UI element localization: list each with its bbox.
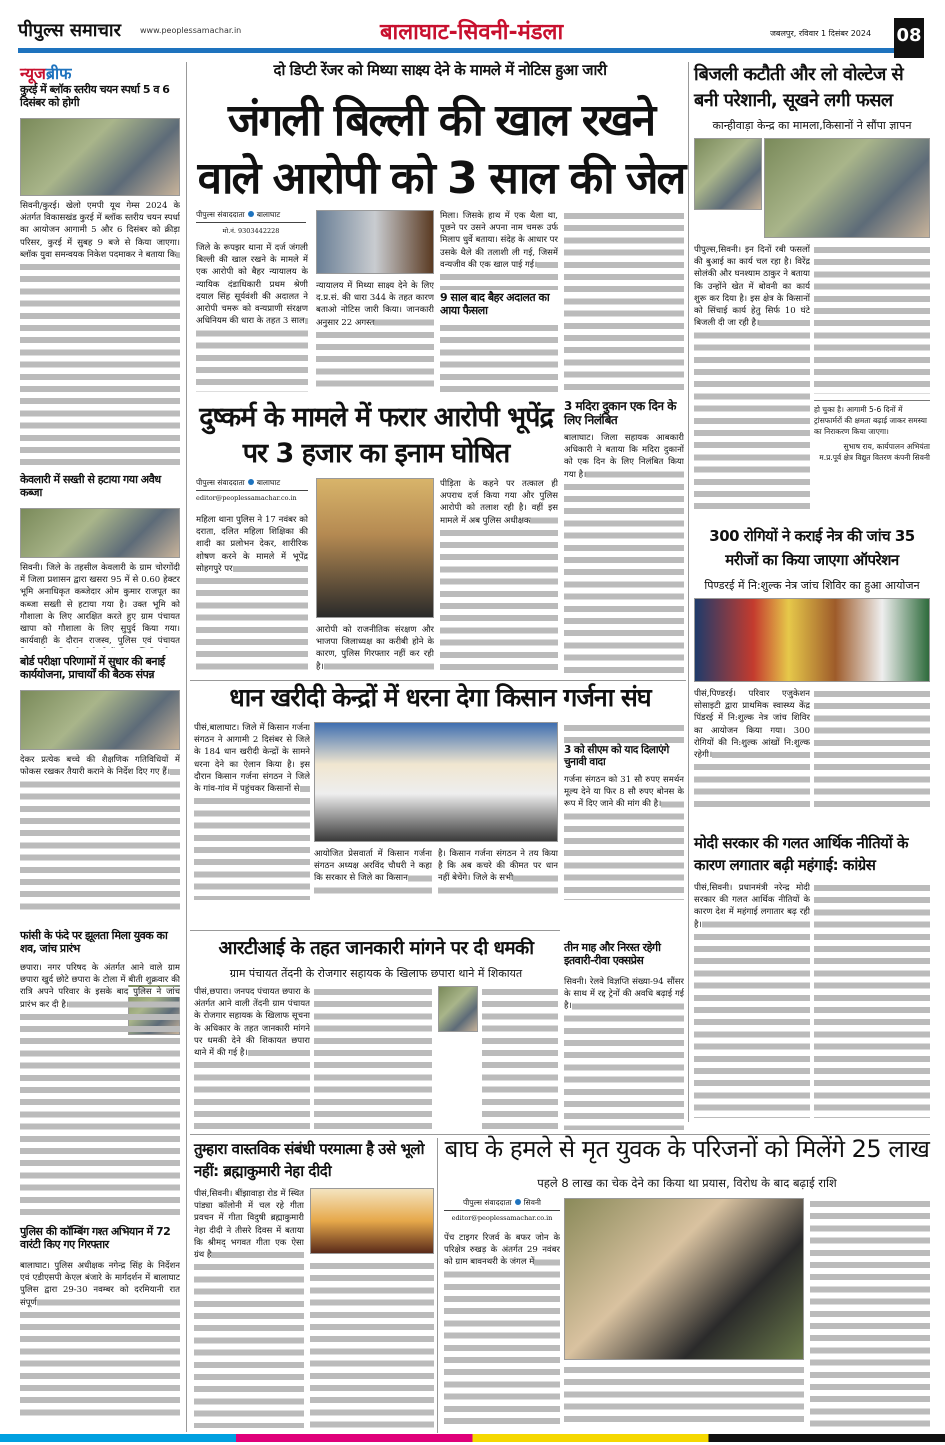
rti-text [482, 986, 558, 1130]
paddy-headline: धान खरीदी केन्द्रों में धरना देगा किसान गर्जना संघ [229, 683, 651, 712]
sports-photo [20, 118, 180, 196]
power-subhead: कान्हीवाड़ा केन्द्र का मामला,किसानों ने सौंपा ज्ञापन [712, 119, 912, 132]
lead-text: मिला। जिसके हाथ में एक थैला था, पूछने पर उसने अपना नाम चमरू उर्फ मिलाप धुर्वे बताया। संदेह के आधार पर उसके थैले की तलाशी ली गई, जिसमें वन्यजीव की एक खाल पाई गई। [440, 210, 558, 290]
eye-text [814, 688, 930, 813]
eye-subhead: पिण्डरई में नि:शुल्क नेत्र जांच शिविर का हुआ आयोजन [704, 579, 920, 592]
paddy-text: है। किसान गर्जना संगठन ने तय किया है कि अब कचरे की कीमत पर धान नहीं बेचेंगे। जिले के सभी [438, 848, 558, 900]
eye-text: पीसं,पिण्डरई। परिवार एजुकेशन सोसाइटी द्वारा प्राथमिक स्वास्थ्य केंद्र पिंडरई में नि:शुल्क नेत्र जांच शिविर का आयोजन किया गया। 300 रोगियों की नि:शुल्क आंखों नि:शुल्क रहेगी। [694, 688, 810, 813]
train-text: सिवनी। रेलवे विज्ञप्ति संख्या-94 सौंसर के साथ में रद्द ट्रेनों की अवधि बढ़ाई गई है। [564, 976, 684, 1130]
accused-photo [316, 478, 434, 618]
brief-text: छपारा। नगर परिषद के अंतर्गत आने वाले ग्राम छपारा खुर्द छोटे छपारा के टोला में बीती शुक्रवार की रात्रि अपने परिवार के इसके बाद पुलिस ने जांच प्रारंभ कर दी है। [20, 962, 180, 1220]
meeting-photo [20, 690, 180, 750]
liquor-headline: 3 मदिरा दुकान एक दिन के लिए निलंबित [564, 399, 676, 427]
lead-byline [196, 210, 306, 235]
eye-headline: 300 रोगियों ने कराई नेत्र की जांच 35 मरीजों का किया जाएगा ऑपरेशन [709, 527, 915, 569]
brief-title: कुरई में ब्लॉक स्तरीय चयन स्पर्धा 5 व 6 दिसंबर को होगी [20, 83, 170, 109]
court-photo [316, 210, 434, 274]
tiger-text: पेंच टाइगर रिजर्व के बफर जोन के परिक्षेत्र रुखड़ के अंतर्गत 29 नवंबर को ग्राम बावनथरी के जंगल में [444, 1232, 560, 1428]
brief-title: फांसी के फंदे पर झूलता मिला युवक का शव, जांच प्रारंभ [20, 929, 168, 955]
lead-headline: जंगली बिल्ली की खाल रखने वाले आरोपी को 3 साल की जेल [197, 95, 685, 204]
tiger-subhead: पहले 8 लाख का चेक देने का किया था प्रयास, विरोध के बाद बढ़ाई राशि [537, 1176, 837, 1190]
power-headline: बिजली कटौती और लो वोल्टेज से बनी परेशानी, सूखने लगी फसल [694, 64, 904, 111]
rti-text: पीसं,छपारा। जनपद पंचायत छपारा के अंतर्गत आने वाली तेंदनी ग्राम पंचायत के रोजगार सहायक के खिलाफ सूचना के अधिकार के तहत जानकारी मांगने पर धमकी देने की शिकायत छपारा थाने में की गई है। [194, 986, 310, 1130]
rti-text [314, 986, 432, 1130]
eye-camp-photo [694, 598, 930, 682]
quote-author: सुभाष राय, कार्यपालन अभियंता [843, 442, 930, 451]
divider [190, 930, 560, 931]
power-text: पीपुल्स,सिवनी। इन दिनों रबी फसलों की बुआई का कार्य चल रहा है। विरेंद्र सोलंकी और घनश्याम ठाकुर ने बताया कि उन्होंने खेत में बोवनी का कार्य शुरू कर दिया है। इस क्षेत्र के किसानों को सिंचाई कार्य हेतु सिर्फ 10 घंटे बिजली दी जा रही है। [694, 244, 810, 514]
train-headline: तीन माह और निरस्त रहेगी इतवारी-रीवा एक्सप्रेस [564, 941, 661, 967]
paddy-text [564, 722, 684, 744]
tiger-headline: बाघ के हमले से मृत युवक के परिजनों को मिलेंगे 25 लाख [444, 1135, 930, 1163]
column-divider [186, 62, 187, 1432]
rti-headline: आरटीआई के तहत जानकारी मांगने पर दी धमकी [218, 938, 534, 959]
lead-text: न्यायालय में मिथ्या साक्ष्य देने के लिए द.प्र.सं. की धारा 344 के तहत कारण बताओ नोटिस जारी किया। जानकारी अनुसार 22 अगस्त [316, 280, 434, 392]
rti-subhead: ग्राम पंचायत तेंदनी के रोजगार सहायक के खिलाफ छपारा थाने में शिकायत [229, 967, 523, 980]
news-brief-label [20, 62, 72, 84]
column-divider [437, 1138, 438, 1433]
brief-title: पुलिस की कॉम्बिंग गश्त अभियान में 72 वारंटी किए गए गिरफ्तार [20, 1225, 171, 1251]
brief-label-b: ब्रीफ [45, 64, 72, 83]
masthead: पीपुल्स समाचार [18, 20, 121, 41]
brief-text: बालाघाट। पुलिस अधीक्षक नगेन्द्र सिंह के निर्देशन एवं एडीएसपी केएल बंजारे के मार्गदर्शन में बालाघाट पुलिस द्वारा 29-30 नवम्बर को दरमियानी रात संपूर्ण [20, 1260, 180, 1420]
second-text: पीड़िता के कहने पर तत्काल ही अपराध दर्ज किया गया और पुलिस आरोपी को तलाश रही है। वहीं इस मामले में अब पुलिस अधीक्षक [440, 478, 558, 674]
paddy-subhead: 3 को सीएम को याद दिलाएंगे चुनावी वादा [564, 744, 669, 769]
byline-place: बालाघाट [256, 478, 281, 487]
byline-name: पीपुल्स संवाददाता [196, 478, 245, 487]
bk-headline: तुम्हारा वास्तविक संबंधी परमात्मा है उसे भूलो नहीं: ब्रह्माकुमारी नेहा दीदी [194, 1140, 424, 1180]
tiger-byline [444, 1198, 560, 1222]
lead-subhead: 9 साल बाद बैहर अदालत का आया फैसला [440, 291, 550, 317]
official-quote [814, 400, 930, 514]
quote-org: म.प्र.पूर्व क्षेत्र विद्युत वितरण कंपनी सिवनी [819, 453, 930, 462]
tiger-text [810, 1198, 930, 1428]
brief-title: बोर्ड परीक्षा परिणामों में सुधार की बनाई कार्ययोजना, प्राचार्यों की बैठक संपन्न [20, 655, 165, 681]
brahmakumari-photo [310, 1188, 434, 1254]
dateline: जबलपुर, रविवार 1 दिसंबर 2024 [770, 29, 872, 38]
press-conference-photo [314, 722, 558, 842]
header-rule [18, 48, 894, 53]
liquor-text: बालाघाट। जिला सहायक आबकारी अधिकारी ने बताया कि मदिरा दुकानों को एक दिन के लिए निलंबित किया गया है। [564, 432, 684, 674]
paddy-text: आयोजित प्रेसवार्ता में किसान गर्जना संगठन अध्यक्ष अरविंद चौधरी ने कहा कि सरकार से जिले का किसान [314, 848, 432, 900]
lead-text: जिले के रूपझर थाना में दर्ज जंगली बिल्ली की खाल रखने के मामले में एक आरोपी को बैहर न्यायालय के न्यायिक दंडाधिकारी प्रथम श्रेणी दयाल सिंह सूर्यवंशी की अदालत ने आरोपी चमरू को वन्यप्राणी संरक्षण अधिनियम की धारा के तहत 3 साल [196, 242, 308, 392]
lead-text [440, 322, 558, 392]
email: editor@peoplessamachar.co.in [451, 1214, 553, 1222]
brief-text: देकर प्रत्येक बच्चे की शैक्षणिक गतिविधियों में फोकस रखकर तैयारी कराने के निर्देश दिए गए हैं। [20, 754, 180, 914]
complainant-photo [438, 986, 478, 1032]
email: editor@peoplessamachar.co.in [196, 494, 297, 502]
second-headline: दुष्कर्म के मामले में फरार आरोपी भूपेंद्र पर 3 हजार का इनाम घोषित [199, 402, 553, 469]
lead-text-continued [564, 210, 684, 392]
brief-text: सिवनी। जिले के तहसील केवलारी के ग्राम चोरगोंदी में जिला प्रशासन द्वारा खसरा 95 में से 0.60 हेक्टर भूमि अनाधिकृत कब्जेदार ओम कुमार राजपूत का कब्जा सख्ती से हटाया गया है। उक्त भूमि को गौशाला के लिए आरक्षित करते हुए ग्राम पंचायत खापा को गौशाला के लिए सुपुर्द किया गया। कार्यवाही के दौरान राजस्व, पुलिस एवं पंचायत [20, 562, 180, 648]
byline-place: बालाघाट [256, 210, 281, 219]
brief-label-a: न्यूज [20, 64, 46, 83]
farmers-photo [694, 138, 762, 210]
power-text [814, 244, 930, 394]
memorandum-photo [764, 138, 930, 238]
print-color-bar [0, 1434, 945, 1442]
paddy-text: पीसं,बालाघाट। जिले में किसान गर्जना संगठन ने आगामी 2 दिसंबर से जिले के 184 धान खरीदी केन्द्रों के सामने धरना देने का ऐलान किया है। इस दौरान किसान गर्जना संगठन ने जिले के गांव-गांव में पहुंचकर किसानों से [194, 722, 310, 900]
brief-title: केवलारी में सख्ती से हटाया गया अवैध कब्जा [20, 473, 161, 499]
bk-text [310, 1260, 434, 1428]
modi-text: पीसं,सिवनी। प्रधानमंत्री नरेन्द्र मोदी सरकार की गलत आर्थिक नीतियों के कारण देश में महंगाई लगातार बढ़ रही है। [694, 882, 810, 1118]
lead-kicker: दो डिप्टी रेंजर को मिथ्या साक्ष्य देने के मामले में नोटिस हुआ जारी [273, 61, 607, 79]
byline-name: पीपुल्स संवाददाता [463, 1198, 512, 1207]
tiger-text [564, 1364, 804, 1428]
bk-text: पीसं,सिवनी। बींझावाड़ा रोड में स्थित पांड्या कॉलोनी में चल रहे गीता प्रवचन में गीता विदुषी ब्रह्माकुमारी नेहा दीदी ने तीसरे दिवस में बताया कि श्रीमद् भगवत गीता एक ऐसा ग्रंथ है [194, 1188, 304, 1428]
website: www.peoplessamachar.in [140, 26, 242, 35]
encroachment-photo [20, 508, 180, 558]
column-divider [688, 62, 689, 1122]
paddy-text: गर्जना संगठन को 31 सौ रुपए समर्थन मूल्य देने या फिर 8 सौ रुपए बोनस के रूप में दिए जाने की मांग की है। [564, 774, 684, 900]
second-text: महिला थाना पुलिस ने 17 नवंबर को दराता, दलित महिला शिक्षिका की शादी का प्रलोभन देकर, शारीरिक शोषण करने के मामले में भूपेंद्र सोहगपुरे पर [196, 514, 308, 674]
byline-name: पीपुल्स संवाददाता [196, 210, 245, 219]
modi-text [814, 882, 930, 1118]
cheque-handover-photo [564, 1198, 804, 1360]
photo-caption: आरोपी को राजनीतिक संरक्षण और भाजपा जिलाध्यक्ष का करीबी होने के कारण, पुलिस गिरफ्तार नहीं कर रही है। [316, 624, 434, 674]
second-byline [196, 478, 308, 502]
page-number: 08 [894, 18, 924, 58]
byline-place: सिवनी [523, 1198, 541, 1207]
divider [190, 680, 686, 681]
modi-headline: मोदी सरकार की गलत आर्थिक नीतियों के कारण लगातार बढ़ी महंगाई: कांग्रेस [694, 834, 908, 874]
brief-text: सिवनी/कुरई। खेलो एमपी यूथ गेम्स 2024 के अंतर्गत विकासखंड कुरई में ब्लॉक स्तरीय चयन स्पर्धा का आयोजन आगामी 5 और 6 दिसंबर को क्रीड़ा परिसर, कुरई में सुबह 9 बजे से किया जाएगा। ब्लॉक युवा समन्वयक निकेश पदमाकर ने बताया कि [20, 200, 180, 468]
phone-number: मो.नं. 9303442228 [222, 227, 280, 235]
edition-title: बालाघाट-सिवनी-मंडला [380, 20, 564, 45]
quote-text: हो चुका है। आगामी 5-6 दिनों में ट्रांसफार्मरों की क्षमता बढ़ाई जाकर समस्या का निराकरण किया जाएगा। [814, 405, 927, 436]
